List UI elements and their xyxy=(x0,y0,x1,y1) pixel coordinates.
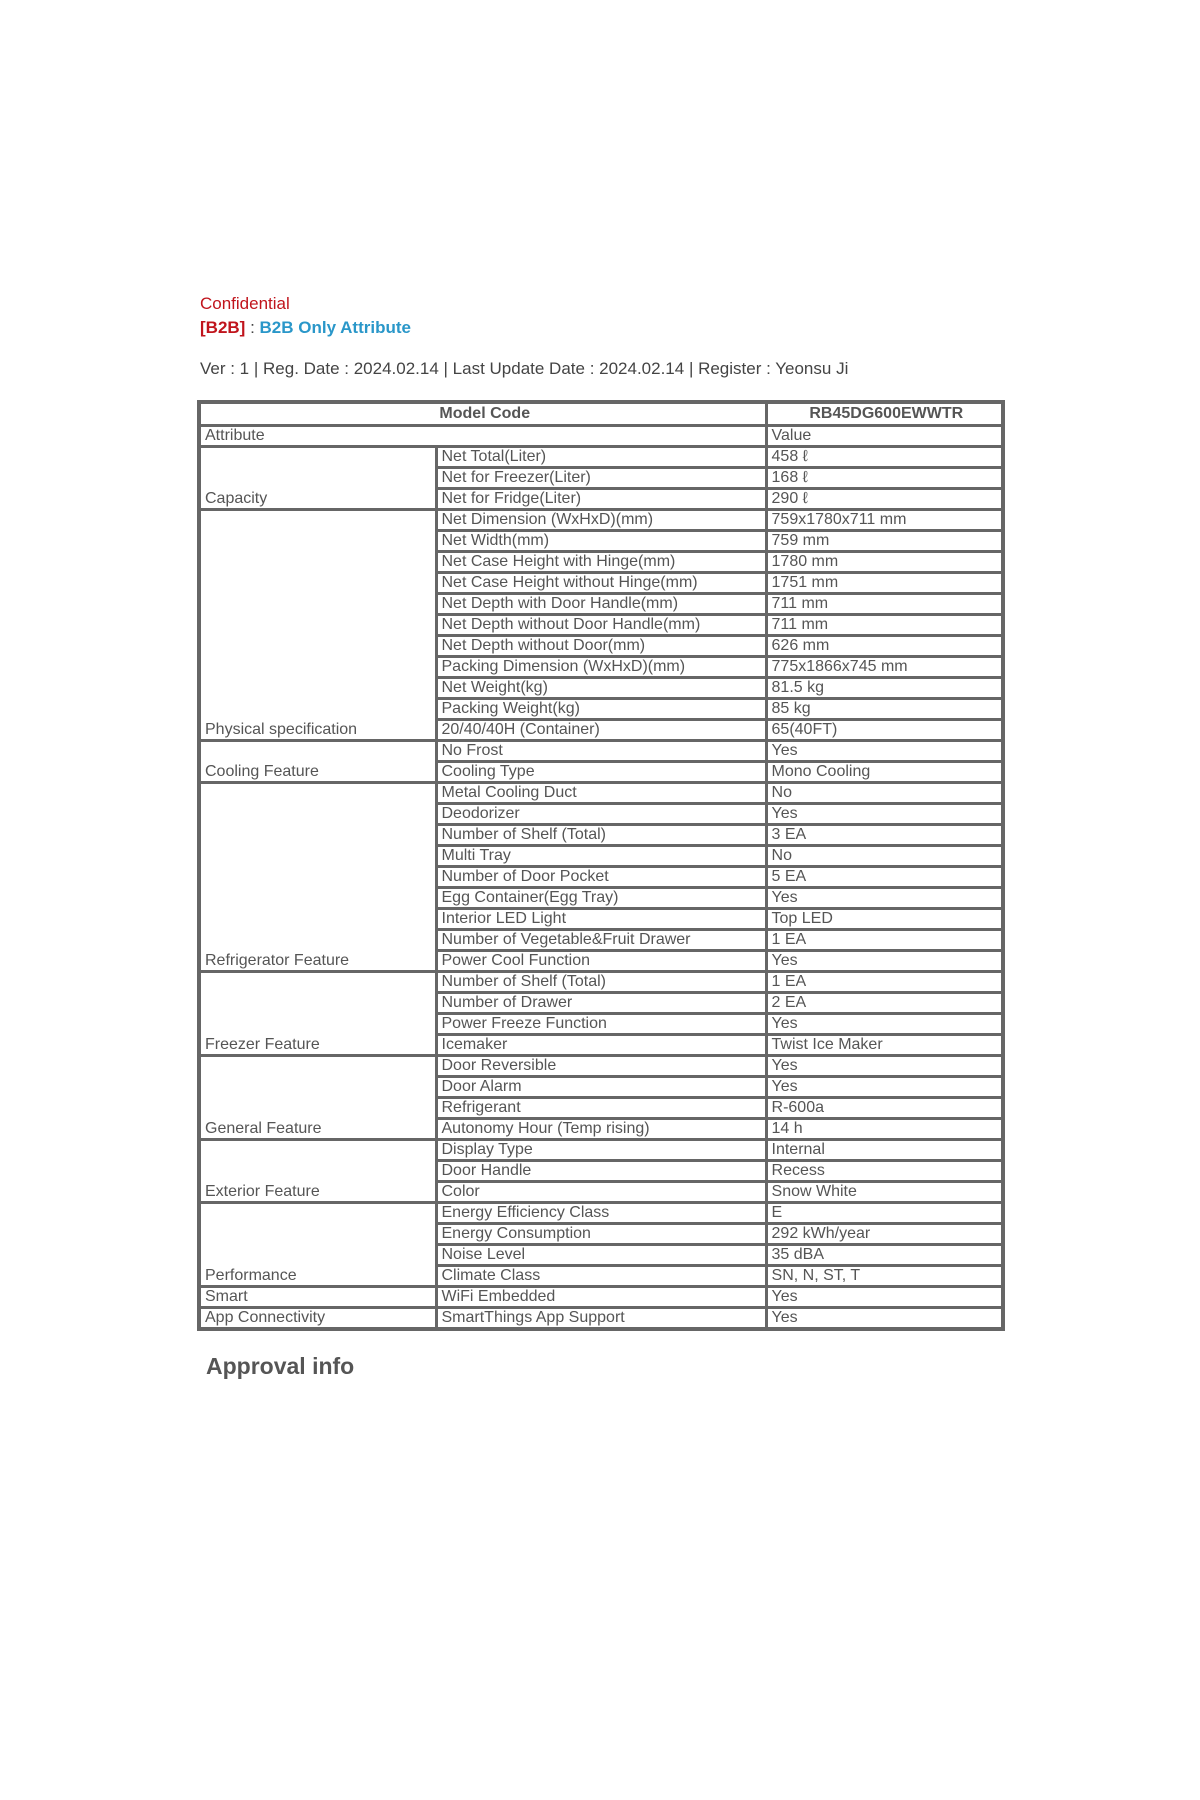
value-cell: Yes xyxy=(766,1308,1003,1330)
value-cell: R-600a xyxy=(766,1098,1003,1119)
spec-table xyxy=(197,400,1005,1331)
spec-table-body xyxy=(199,402,1003,1329)
b2b-tag: [B2B] xyxy=(200,318,246,337)
value-cell: 14 h xyxy=(766,1119,1003,1140)
value-cell: 2 EA xyxy=(766,993,1003,1014)
category-cell: Performance xyxy=(199,1203,436,1287)
attribute-header-row xyxy=(199,426,1003,447)
table-row xyxy=(199,1056,1003,1077)
value-cell: Twist Ice Maker xyxy=(766,1035,1003,1056)
value-cell: 65(40FT) xyxy=(766,720,1003,741)
value-cell: E xyxy=(766,1203,1003,1224)
attribute-cell: Door Alarm xyxy=(436,1077,766,1098)
category-cell: Refrigerator Feature xyxy=(199,783,436,972)
value-cell: Yes xyxy=(766,888,1003,909)
attribute-cell: Metal Cooling Duct xyxy=(436,783,766,804)
table-row xyxy=(199,510,1003,531)
attribute-cell: Color xyxy=(436,1182,766,1203)
attribute-cell: Egg Container(Egg Tray) xyxy=(436,888,766,909)
attribute-cell: No Frost xyxy=(436,741,766,762)
value-cell: No xyxy=(766,783,1003,804)
attribute-cell: Net Width(mm) xyxy=(436,531,766,552)
value-cell: 290 ℓ xyxy=(766,489,1003,510)
value-cell: 775x1866x745 mm xyxy=(766,657,1003,678)
value-cell: 81.5 kg xyxy=(766,678,1003,699)
value-cell: Internal xyxy=(766,1140,1003,1161)
attribute-cell: Climate Class xyxy=(436,1266,766,1287)
category-cell: Cooling Feature xyxy=(199,741,436,783)
value-cell: 626 mm xyxy=(766,636,1003,657)
attribute-cell: Power Cool Function xyxy=(436,951,766,972)
value-cell: Yes xyxy=(766,1056,1003,1077)
model-code-value: RB45DG600EWWTR xyxy=(766,402,1003,426)
table-row xyxy=(199,1140,1003,1161)
attribute-cell: Autonomy Hour (Temp rising) xyxy=(436,1119,766,1140)
table-row xyxy=(199,1287,1003,1308)
value-cell: Top LED xyxy=(766,909,1003,930)
attribute-cell: Number of Shelf (Total) xyxy=(436,972,766,993)
value-cell: Yes xyxy=(766,1077,1003,1098)
attribute-cell: Net Case Height without Hinge(mm) xyxy=(436,573,766,594)
value-cell: Yes xyxy=(766,1014,1003,1035)
value-cell: Recess xyxy=(766,1161,1003,1182)
value-cell: Yes xyxy=(766,804,1003,825)
value-cell: 168 ℓ xyxy=(766,468,1003,489)
category-cell: Capacity xyxy=(199,447,436,510)
attribute-header: Attribute xyxy=(199,426,766,447)
attribute-cell: Refrigerant xyxy=(436,1098,766,1119)
category-cell: Physical specification xyxy=(199,510,436,741)
b2b-legend xyxy=(200,316,1000,340)
attribute-cell: Multi Tray xyxy=(436,846,766,867)
value-cell: 759x1780x711 mm xyxy=(766,510,1003,531)
attribute-cell: Door Reversible xyxy=(436,1056,766,1077)
attribute-cell: Number of Shelf (Total) xyxy=(436,825,766,846)
attribute-cell: Energy Efficiency Class xyxy=(436,1203,766,1224)
category-cell: App Connectivity xyxy=(199,1308,436,1330)
b2b-separator: : xyxy=(245,318,260,337)
category-cell: Smart xyxy=(199,1287,436,1308)
attribute-cell: Number of Drawer xyxy=(436,993,766,1014)
value-cell: 711 mm xyxy=(766,594,1003,615)
attribute-cell: Power Freeze Function xyxy=(436,1014,766,1035)
attribute-cell: Display Type xyxy=(436,1140,766,1161)
attribute-cell: Energy Consumption xyxy=(436,1224,766,1245)
table-row xyxy=(199,972,1003,993)
value-cell: 1780 mm xyxy=(766,552,1003,573)
attribute-cell: Icemaker xyxy=(436,1035,766,1056)
value-cell: No xyxy=(766,846,1003,867)
value-cell: Snow White xyxy=(766,1182,1003,1203)
approval-info-heading: Approval info xyxy=(206,1353,355,1379)
value-cell: 1 EA xyxy=(766,972,1003,993)
value-cell: 3 EA xyxy=(766,825,1003,846)
attribute-cell: Net Depth without Door(mm) xyxy=(436,636,766,657)
model-code-row xyxy=(199,402,1003,426)
category-cell: General Feature xyxy=(199,1056,436,1140)
value-header: Value xyxy=(766,426,1003,447)
value-cell: 711 mm xyxy=(766,615,1003,636)
table-row xyxy=(199,1203,1003,1224)
attribute-cell: Net for Fridge(Liter) xyxy=(436,489,766,510)
attribute-cell: 20/40/40H (Container) xyxy=(436,720,766,741)
value-cell: 1 EA xyxy=(766,930,1003,951)
version-info: Ver : 1 | Reg. Date : 2024.02.14 | Last Update Date : 2024.02.14 | Register : Yeonsu Ji xyxy=(200,359,849,378)
value-cell: 35 dBA xyxy=(766,1245,1003,1266)
attribute-cell: Net Depth with Door Handle(mm) xyxy=(436,594,766,615)
attribute-cell: Net Total(Liter) xyxy=(436,447,766,468)
value-cell: 5 EA xyxy=(766,867,1003,888)
attribute-cell: Packing Weight(kg) xyxy=(436,699,766,720)
table-row xyxy=(199,741,1003,762)
category-cell: Freezer Feature xyxy=(199,972,436,1056)
attribute-cell: Deodorizer xyxy=(436,804,766,825)
attribute-cell: Number of Door Pocket xyxy=(436,867,766,888)
table-row xyxy=(199,783,1003,804)
value-cell: 292 kWh/year xyxy=(766,1224,1003,1245)
page-content xyxy=(200,292,1000,1380)
value-cell: 85 kg xyxy=(766,699,1003,720)
attribute-cell: SmartThings App Support xyxy=(436,1308,766,1330)
value-cell: Yes xyxy=(766,741,1003,762)
attribute-cell: Net Weight(kg) xyxy=(436,678,766,699)
attribute-cell: Packing Dimension (WxHxD)(mm) xyxy=(436,657,766,678)
attribute-cell: Net Case Height with Hinge(mm) xyxy=(436,552,766,573)
attribute-cell: Cooling Type xyxy=(436,762,766,783)
value-cell: SN, N, ST, T xyxy=(766,1266,1003,1287)
model-code-label: Model Code xyxy=(199,402,766,426)
value-cell: 1751 mm xyxy=(766,573,1003,594)
value-cell: 458 ℓ xyxy=(766,447,1003,468)
value-cell: 759 mm xyxy=(766,531,1003,552)
attribute-cell: Noise Level xyxy=(436,1245,766,1266)
value-cell: Yes xyxy=(766,951,1003,972)
attribute-cell: Net for Freezer(Liter) xyxy=(436,468,766,489)
attribute-cell: Number of Vegetable&Fruit Drawer xyxy=(436,930,766,951)
attribute-cell: WiFi Embedded xyxy=(436,1287,766,1308)
value-cell: Mono Cooling xyxy=(766,762,1003,783)
attribute-cell: Net Dimension (WxHxD)(mm) xyxy=(436,510,766,531)
table-row xyxy=(199,1308,1003,1330)
attribute-cell: Door Handle xyxy=(436,1161,766,1182)
table-row xyxy=(199,447,1003,468)
attribute-cell: Interior LED Light xyxy=(436,909,766,930)
b2b-legend-text: B2B Only Attribute xyxy=(259,318,411,337)
category-cell: Exterior Feature xyxy=(199,1140,436,1203)
confidential-label: Confidential xyxy=(200,294,290,313)
value-cell: Yes xyxy=(766,1287,1003,1308)
attribute-cell: Net Depth without Door Handle(mm) xyxy=(436,615,766,636)
